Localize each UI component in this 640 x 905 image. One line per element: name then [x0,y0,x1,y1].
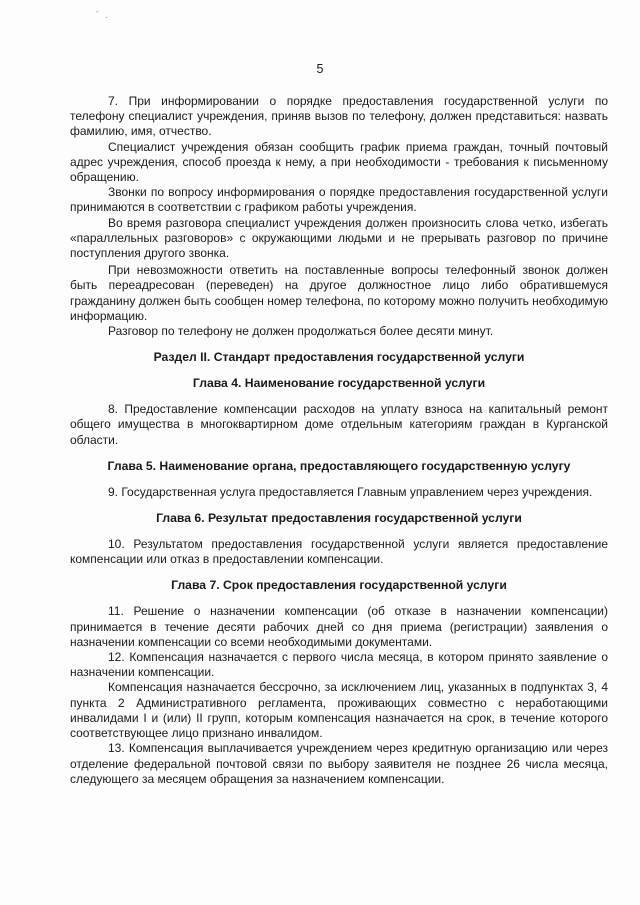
paragraph-12-1: 12. Компенсация назначается с первого числа месяца, в котором принято заявление о назначении компенсации. [70,650,608,680]
section-2-heading: Раздел II. Стандарт предоставления государственной услуги [153,350,525,365]
document-body [70,94,608,787]
paragraph-9: 9. Государственная услуга предоставляется Главным управлением через учреждения. [108,484,593,499]
paragraph-8: 8. Предоставление компенсации расходов на уплату взноса на капитальный ремонт общего имущества в многоквартирном доме отдельным категориям граждан в Курганской области. [70,402,608,447]
paragraph-13: 13. Компенсация выплачивается учреждением через кредитную организацию или через отделение федеральной почтовой связи по выбору заявителя не позднее 26 числа месяца, следующего за месяцем обращения за назначением компенсации. [70,741,608,786]
paragraph-7-5: При невозможности ответить на поставленные вопросы телефонный звонок должен быть переадресован (переведен) на другое должностное лицо либо обратившемуся гражданину должен быть сообщен номер телефона, по которому можно получить необходимую информацию. [70,263,608,323]
paragraph-12-2: Компенсация назначается бессрочно, за исключением лиц, указанных в подпунктах 3, 4 пункта 2 Административного регламента, проживающих совместно с неработающими инвалидами I и (или) II групп, которым компенсация назначается на срок, в течение которого соответствующее лицо признано инвалидом. [70,680,608,741]
paragraph-7-3: Звонки по вопросу информирования о порядке предоставления государственной услуги принимаются в соответствии с графиком работы учреждения. [70,185,608,215]
paragraph-11: 11. Решение о назначении компенсации (об отказе в назначении компенсации) принимается в течение десяти рабочих дней со дня приема (регистрации) заявления о назначении компенсации со всеми необходимыми документами. [70,604,608,649]
chapter-7-heading: Глава 7. Срок предоставления государственной услуги [171,578,507,593]
paragraph-10: 10. Результатом предоставления государственной услуги является предоставление компенсации или отказ в предоставлении компенсации. [70,537,608,567]
chapter-4-heading: Глава 4. Наименование государственной услуги [192,376,486,391]
chapter-5-heading: Глава 5. Наименование органа, предоставляющего государственную услугу [107,458,571,473]
paragraph-7-1: 7. При информировании о порядке предоставления государственной услуги по телефону специалист учреждения, приняв вызов по телефону, должен представиться: назвать фамилию, имя, отчество. [70,94,608,139]
paragraph-7-4: Во время разговора специалист учреждения должен произносить слова четко, избегать «параллельных разговоров» с окружающими людьми и не прерывать разговор по причине поступления другого звонка. [70,215,608,261]
scan-marks: ´ . [96,10,110,20]
paragraph-7-2: Специалист учреждения обязан сообщить график приема граждан, точный почтовый адрес учреждения, способ проезда к нему, а при необходимости - требования к письменному обращению. [70,139,608,185]
page-number: 5 [316,62,324,76]
chapter-6-heading: Глава 6. Результат предоставления государственной услуги [156,511,522,526]
paragraph-7-6: Разговор по телефону не должен продолжаться более десяти минут. [108,324,494,339]
